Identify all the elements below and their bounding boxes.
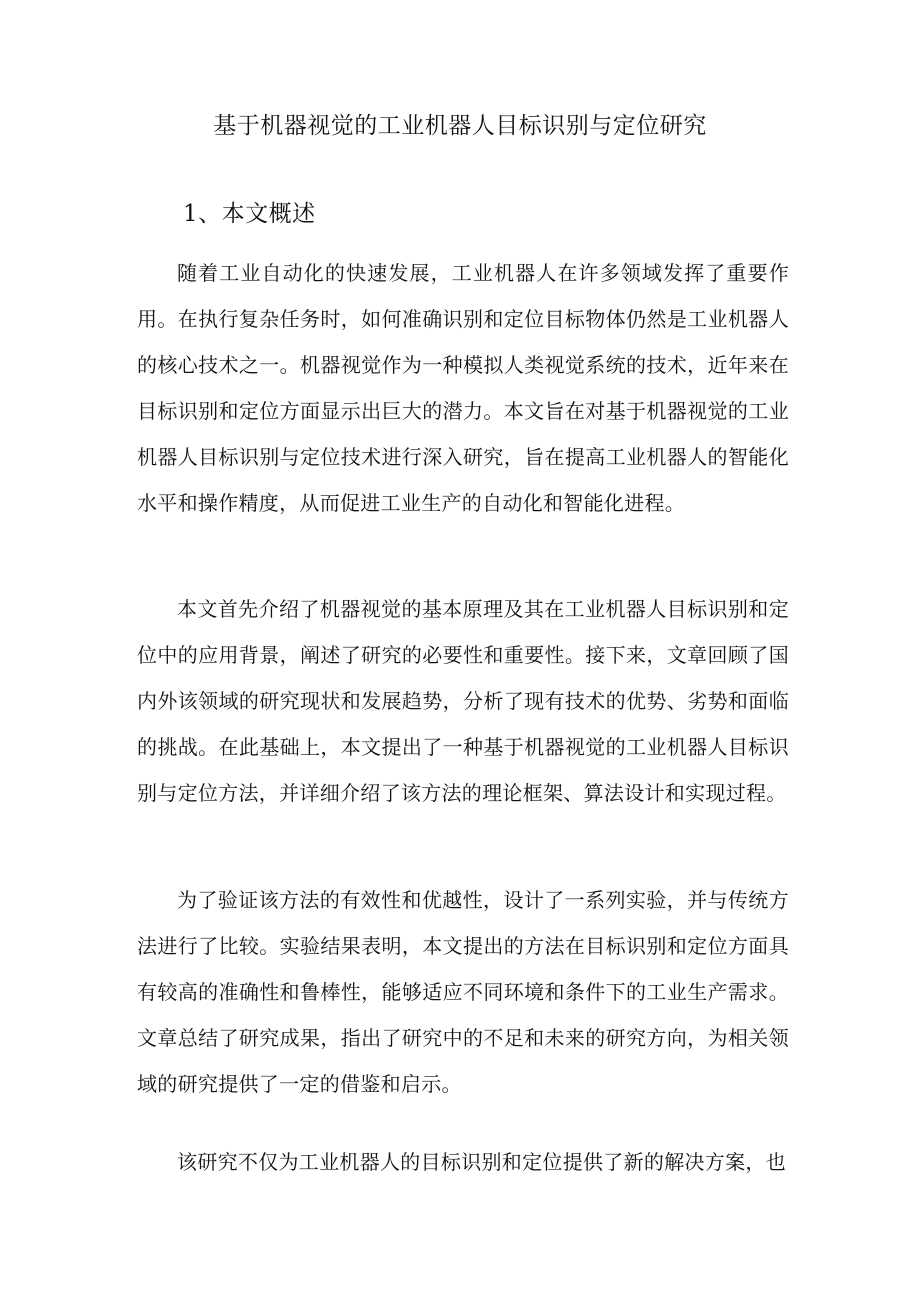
paragraph-3: 为了验证该方法的有效性和优越性，设计了一系列实验，并与传统方法进行了比较。实验结果表明，本文提出的方法在目标识别和定位方面具有较高的准确性和鲁棒性，能够适应不同环境和条件下的工业生产需求。文章总结了研究成果，指出了研究中的不足和未来的研究方向，为相关领域的研究提供了一定的借鉴和启示。: [137, 888, 789, 1096]
section-heading: 1、本文概述: [183, 201, 316, 227]
paragraph-2: 本文首先介绍了机器视觉的基本原理及其在工业机器人目标识别和定位中的应用背景，阐述了研究的必要性和重要性。接下来，文章回顾了国内外该领域的研究现状和发展趋势，分析了现有技术的优势、劣势和面临的挑战。在此基础上，本文提出了一种基于机器视觉的工业机器人目标识别与定位方法，并详细介绍了该方法的理论框架、算法设计和实现过程。: [137, 597, 789, 805]
document-title: 基于机器视觉的工业机器人目标识别与定位研究: [213, 113, 707, 139]
paragraph-1: 随着工业自动化的快速发展，工业机器人在许多领域发挥了重要作用。在执行复杂任务时，如何准确识别和定位目标物体仍然是工业机器人的核心技术之一。机器视觉作为一种模拟人类视觉系统的技术，近年来在目标识别和定位方面显示出巨大的潜力。本文旨在对基于机器视觉的工业机器人目标识别与定位技术进行深入研究，旨在提高工业机器人的智能化水平和操作精度，从而促进工业生产的自动化和智能化进程。: [137, 261, 789, 515]
paragraph-4: 该研究不仅为工业机器人的目标识别和定位提供了新的解决方案，也: [177, 1150, 786, 1174]
